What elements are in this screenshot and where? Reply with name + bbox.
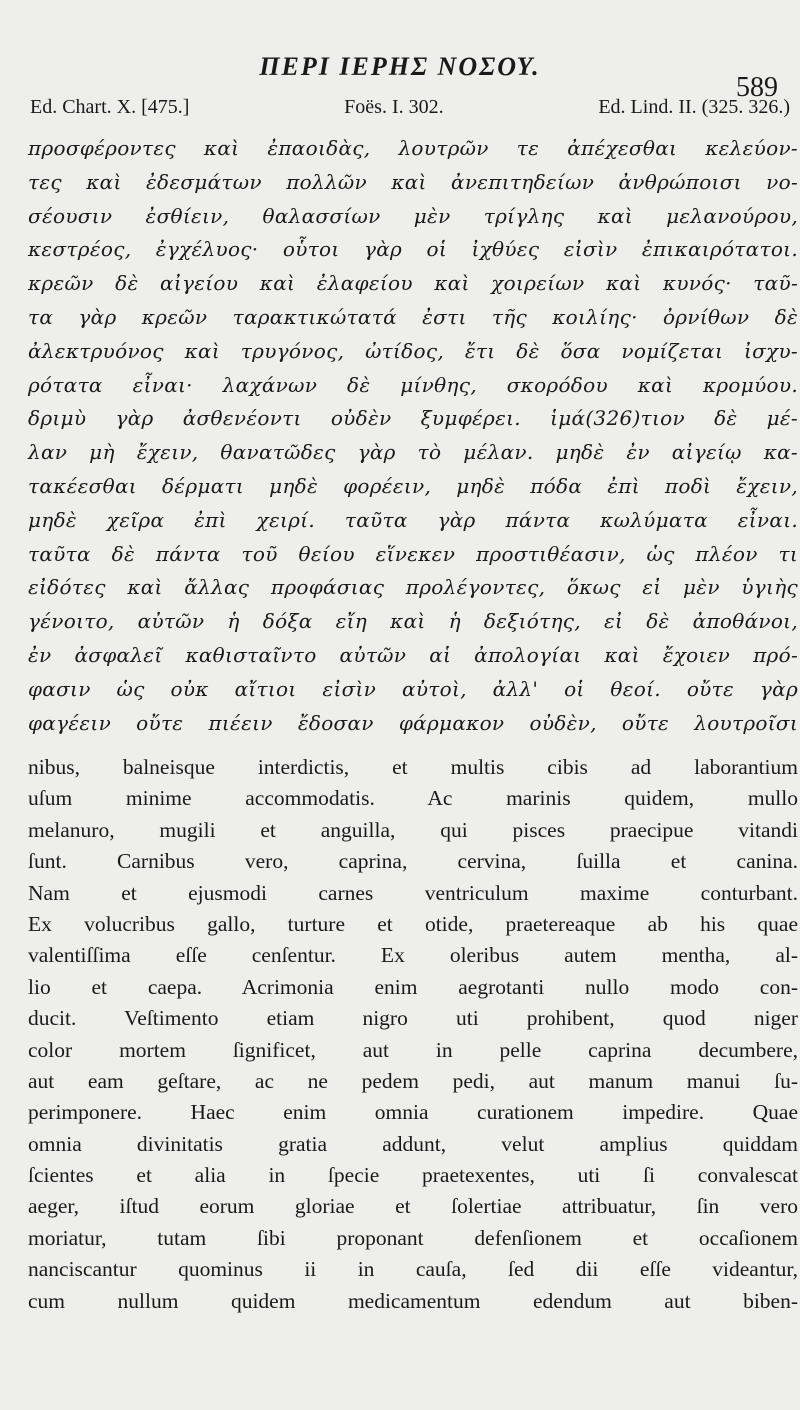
greek-line: τακέεσθαι δέρματι μηδὲ φορέειν, μηδὲ πόδα ἐπὶ ποδὶ ἔχειν, [28, 473, 798, 498]
edition-lind-ref: Ed. Lind. II. (325. 326.) [598, 96, 790, 118]
latin-line: ſunt. Carnibus vero, caprina, cervina, ſuilla et canina. [28, 849, 798, 874]
latin-line: ſcientes et alia in ſpecie praetexentes, uti ſi convalescat [28, 1163, 798, 1188]
greek-line: τα γὰρ κρεῶν ταρακτικώτατά ἐστι τῆς κοιλίης· ὀρνίθων δὲ [28, 304, 798, 329]
greek-line: ταῦτα δὲ πάντα τοῦ θείου εἵνεκεν προστιθέασιν, ὡς πλέον τι [28, 541, 798, 566]
edition-chart-ref: Ed. Chart. X. [475.] [30, 96, 190, 118]
greek-line: ἀλεκτρυόνος καὶ τρυγόνος, ὠτίδος, ἔτι δὲ ὅσα νομίζεται ἰσχυ- [28, 338, 798, 363]
greek-line: κεστρέος, ἐγχέλυος· οὗτοι γὰρ οἱ ἰχθύες εἰσὶν ἐπικαιρότατοι. [28, 237, 798, 262]
greek-line: δριμὺ γὰρ ἀσθενέοντι οὐδὲν ξυμφέρει. ἱμά(326)τιον δὲ μέ- [28, 406, 798, 431]
latin-line: omnia divinitatis gratia addunt, velut amplius quiddam [28, 1131, 798, 1156]
latin-line: uſum minime accommodatis. Ac marinis quidem, mullo [28, 786, 798, 811]
latin-line: valentiſſima eſſe cenſentur. Ex oleribus autem mentha, al- [28, 943, 798, 968]
latin-line: cum nullum quidem medicamentum edendum aut biben- [28, 1288, 798, 1313]
latin-line: aut eam geſtare, ac ne pedem pedi, aut manum manui ſu- [28, 1068, 798, 1093]
latin-line: aeger, iſtud eorum gloriae et ſolertiae attribuatur, ſin vero [28, 1194, 798, 1219]
latin-line: perimponere. Haec enim omnia curationem impedire. Quae [28, 1100, 798, 1125]
edition-foes-ref: Foës. I. 302. [344, 96, 444, 118]
greek-line: φαγέειν οὔτε πιέειν ἔδοσαν φάρμακον οὐδὲν, οὔτε λουτροῖσι [28, 710, 798, 735]
running-head: ΠΕΡΙ ΙΕΡΗΣ ΝΟΣΟΥ. [259, 52, 541, 81]
greek-line: σέουσιν ἐσθίειν, θαλασσίων μὲν τρίγλης καὶ μελανούρου, [28, 203, 798, 228]
latin-line: ducit. Veſtimento etiam nigro uti prohibent, quod niger [28, 1006, 798, 1031]
latin-line: nibus, balneisque interdictis, et multis cibis ad laborantium [28, 755, 798, 779]
greek-text-block [28, 132, 798, 740]
latin-line: color mortem ſignificet, aut in pelle caprina decumbere, [28, 1037, 798, 1062]
greek-line: γένοιτο, αὐτῶν ἡ δόξα εἴη καὶ ἡ δεξιότης, εἰ δὲ ἀποθάνοι, [28, 609, 798, 634]
latin-line: melanuro, mugili et anguilla, qui pisces praecipue vitandi [28, 817, 798, 842]
greek-line: λαν μὴ ἔχειν, θανατῶδες γὰρ τὸ μέλαν. μηδὲ ἐν αἰγείῳ κα- [28, 440, 798, 465]
greek-line: εἰδότες καὶ ἄλλας προφάσιας προλέγοντες, ὅκως εἰ μὲν ὑγιὴς [28, 575, 798, 600]
greek-line: μηδὲ χεῖρα ἐπὶ χειρί. ταῦτα γὰρ πάντα κωλύματα εἶναι. [28, 507, 798, 532]
latin-line: nanciscantur quominus ii in cauſa, ſed dii eſſe videantur, [28, 1257, 798, 1282]
latin-line: lio et caepa. Acrimonia enim aegrotanti nullo modo con- [28, 974, 798, 999]
latin-line: Nam et ejusmodi carnes ventriculum maxime conturbant. [28, 880, 798, 905]
page-number: 589 [736, 72, 778, 103]
edition-reference-line [30, 96, 790, 119]
greek-line: ἐν ἀσφαλεῖ καθισταῖντο αὐτῶν αἱ ἀπολογίαι καὶ ἔχοιεν πρό- [28, 642, 798, 667]
greek-line: προσφέροντες καὶ ἐπαοιδὰς, λουτρῶν τε ἀπέχεσθαι κελεύον- [28, 136, 798, 160]
greek-line: τες καὶ ἐδεσμάτων πολλῶν καὶ ἀνεπιτηδείων ἀνθρώποισι νο- [28, 169, 798, 194]
greek-line: κρεῶν δὲ αἰγείου καὶ ἐλαφείου καὶ χοιρείων καὶ κυνός· ταῦ- [28, 271, 798, 296]
greek-line: φασιν ὡς οὐκ αἴτιοι εἰσὶν αὐτοὶ, ἀλλ' οἱ θεοί. οὔτε γὰρ [28, 676, 798, 701]
latin-line: Ex volucribus gallo, turture et otide, praetereaque ab his quae [28, 911, 798, 936]
latin-line: moriatur, tutam ſibi proponant defenſionem et occaſionem [28, 1225, 798, 1250]
latin-text-block [28, 752, 798, 1317]
greek-line: ρότατα εἶναι· λαχάνων δὲ μίνθης, σκορόδου καὶ κρομύου. [28, 372, 798, 397]
